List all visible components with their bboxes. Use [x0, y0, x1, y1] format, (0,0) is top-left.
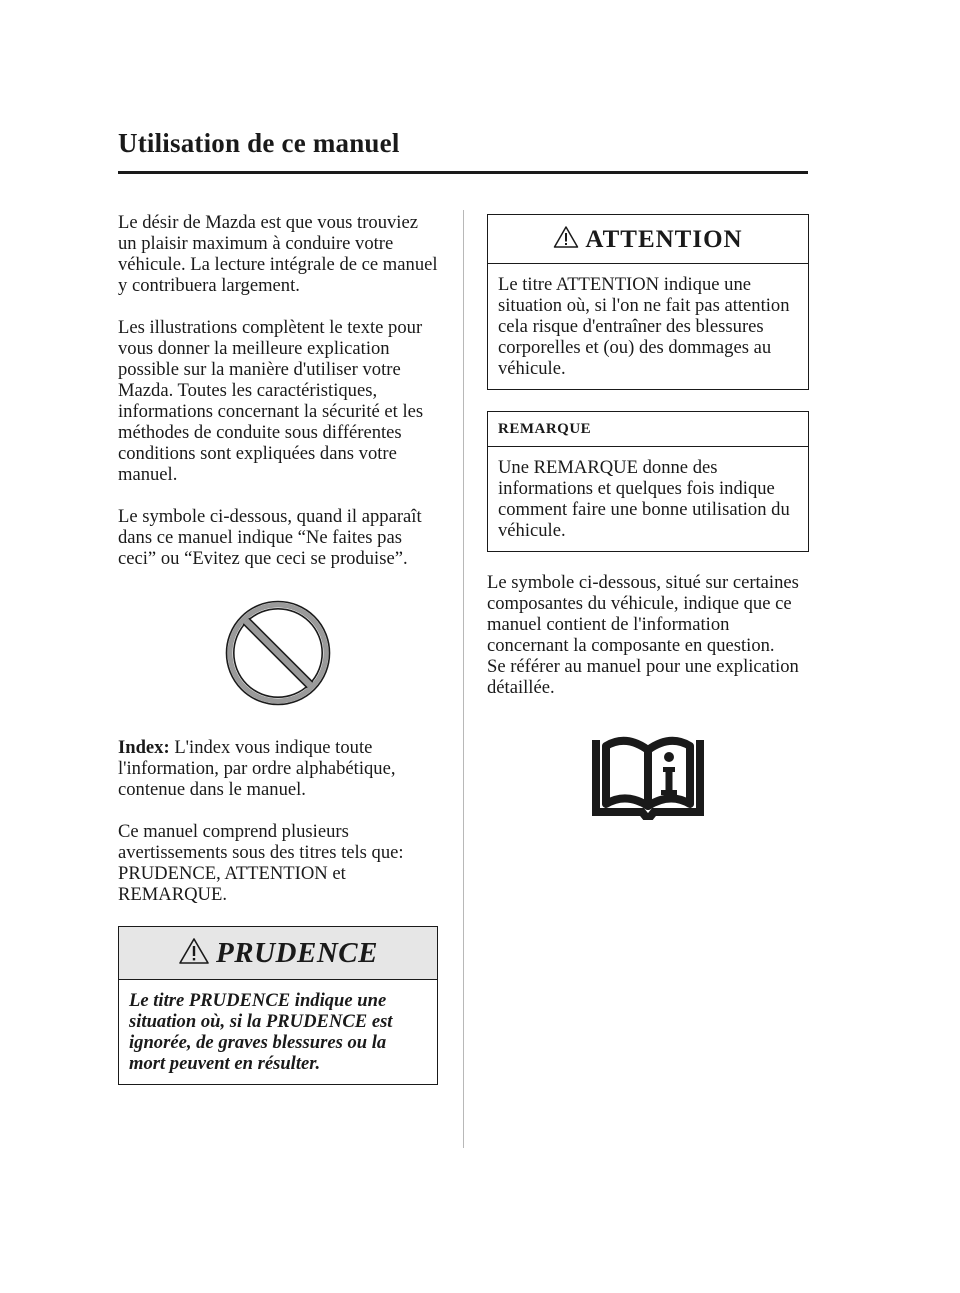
- right-column: [487, 214, 809, 828]
- index-text: L'index vous indique toute l'information, par ordre alphabétique, contenue dans le manuel.: [118, 737, 396, 800]
- warning-triangle-icon: [178, 937, 210, 970]
- warning-triangle-icon: [553, 225, 579, 254]
- column-divider: [463, 210, 464, 1148]
- prudence-body: Le titre PRUDENCE indique une situation où, si la PRUDENCE est ignorée, de graves blessures ou la mort peuvent en résulter.: [129, 990, 393, 1074]
- attention-body: Le titre ATTENTION indique une situation où, si l'on ne fait pas attention cela risque d'entraîner des blessures corporelles et (ou) des dommages au véhicule.: [498, 274, 790, 379]
- prudence-header: [119, 927, 437, 980]
- remarque-heading: REMARQUE: [498, 420, 592, 437]
- manual-symbol-paragraph: Le symbole ci-dessous, situé sur certaines composantes du véhicule, indique que ce manuel contient de l'information concernant la composante en question.: [487, 572, 799, 656]
- left-column: [118, 212, 438, 1085]
- prudence-box: [118, 926, 438, 1085]
- warnings-paragraph: Ce manuel comprend plusieurs avertissements sous des titres tels que: PRUDENCE, ATTENTION et REMARQUE.: [118, 821, 404, 905]
- remarque-box: [487, 411, 809, 552]
- prudence-heading: PRUDENCE: [216, 936, 378, 969]
- prohibition-icon: [118, 599, 438, 707]
- attention-header: [488, 215, 808, 264]
- attention-heading: ATTENTION: [585, 225, 743, 253]
- remarque-body: Une REMARQUE donne des informations et quelques fois indique comment faire une bonne utilisation du véhicule.: [498, 457, 790, 541]
- attention-box: [487, 214, 809, 390]
- manual-reference-paragraph: Se référer au manuel pour une explication détaillée.: [487, 656, 799, 698]
- manual-info-icon: [487, 728, 809, 828]
- index-label: Index:: [118, 737, 170, 758]
- intro-paragraph: Le désir de Mazda est que vous trouviez un plaisir maximum à conduire votre véhicule. La lecture intégrale de ce manuel y contribuera largement.: [118, 212, 438, 296]
- index-paragraph: [118, 737, 438, 800]
- remarque-header: [488, 412, 808, 447]
- prohibit-symbol-paragraph: Le symbole ci-dessous, quand il apparaît dans ce manuel indique “Ne faites pas ceci” ou “Evitez que ceci se produise”.: [118, 506, 422, 569]
- illustrations-paragraph: Les illustrations complètent le texte pour vous donner la meilleure explication possible sur la manière d'utiliser votre Mazda. Toutes les caractéristiques, informations concernant la sécurité et les méthodes de conduite sous différentes conditions sont expliquées dans votre manuel.: [118, 317, 424, 485]
- title-rule: [118, 171, 808, 174]
- page-title: Utilisation de ce manuel: [118, 128, 400, 158]
